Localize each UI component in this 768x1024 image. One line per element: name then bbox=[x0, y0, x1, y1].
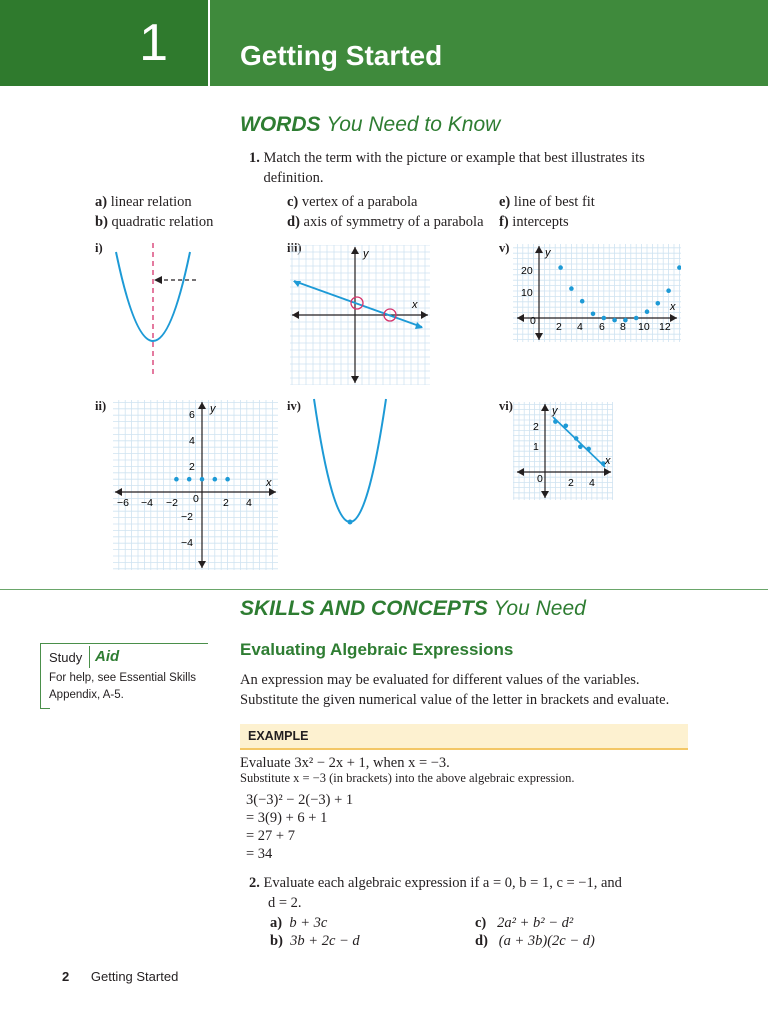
data-point-v bbox=[558, 265, 563, 270]
data-point-vi bbox=[553, 419, 558, 424]
study-aid-box bbox=[40, 643, 208, 709]
xtick-v-8: 8 bbox=[620, 321, 626, 333]
y-label-v: y bbox=[545, 247, 551, 259]
data-point-v bbox=[602, 316, 607, 321]
header-divider bbox=[208, 0, 210, 86]
picture-iii-graph bbox=[290, 245, 430, 385]
data-point-vi bbox=[574, 436, 579, 441]
x-arrow-left-v bbox=[517, 314, 524, 322]
q2-part-b bbox=[270, 931, 360, 951]
data-point-ii bbox=[174, 477, 179, 482]
subheading-evaluating: Evaluating Algebraic Expressions bbox=[240, 640, 514, 659]
page-number: 2 bbox=[62, 969, 70, 984]
data-point-v bbox=[569, 286, 574, 291]
data-point-v bbox=[666, 288, 671, 293]
term-c bbox=[287, 192, 417, 212]
data-point-v bbox=[634, 316, 639, 321]
y-label-iii: y bbox=[363, 248, 369, 260]
step-3: = 27 + 7 bbox=[246, 828, 295, 844]
xtick-v-10: 10 bbox=[638, 321, 650, 333]
y-arrow-up-iii bbox=[351, 247, 359, 254]
ytick-ii-4: 4 bbox=[189, 435, 195, 447]
study-aid-word2: Aid bbox=[95, 648, 120, 665]
x-label-ii: x bbox=[266, 477, 272, 489]
pointer-arrowhead bbox=[154, 276, 162, 284]
question-1 bbox=[249, 148, 679, 188]
question-2-line2: d = 2. bbox=[268, 895, 302, 911]
q2-part-d bbox=[475, 931, 595, 951]
data-point-v bbox=[580, 299, 585, 304]
words-heading bbox=[240, 113, 500, 137]
term-e-text: line of best fit bbox=[513, 194, 595, 210]
term-f-text: intercepts bbox=[512, 214, 569, 230]
term-a-text: linear relation bbox=[110, 194, 192, 210]
picture-label-iv: iv) bbox=[287, 399, 301, 413]
xtick-v-0: 0 bbox=[530, 315, 536, 327]
example-sub: Substitute x = −3 (in brackets) into the above algebraic expression. bbox=[240, 771, 575, 785]
q2-part-a-text: b + 3c bbox=[289, 915, 328, 931]
study-aid-word1: Study bbox=[49, 650, 83, 665]
term-e-letter: e) bbox=[499, 194, 511, 210]
y-label-vi: y bbox=[552, 405, 558, 417]
words-heading-bold: WORDS bbox=[240, 113, 321, 136]
step-1: 3(−3)² − 2(−3) + 1 bbox=[246, 792, 354, 808]
picture-label-i: i) bbox=[95, 241, 103, 255]
term-a-letter: a) bbox=[95, 194, 108, 210]
ytick-ii-neg2: −2 bbox=[181, 511, 193, 523]
q2-part-c bbox=[475, 913, 573, 933]
data-point-ii bbox=[187, 477, 192, 482]
term-d-text: axis of symmetry of a parabola bbox=[303, 214, 484, 230]
y-label-ii: y bbox=[210, 403, 216, 415]
study-aid-divider bbox=[89, 646, 90, 668]
data-point-vi bbox=[586, 447, 591, 452]
term-b-text: quadratic relation bbox=[111, 214, 214, 230]
step-2: = 3(9) + 6 + 1 bbox=[246, 810, 328, 826]
grid-vi bbox=[513, 402, 613, 500]
picture-i-parabola-axis bbox=[108, 240, 208, 380]
xtick-ii-neg2: −2 bbox=[166, 497, 178, 509]
term-c-letter: c) bbox=[287, 194, 299, 210]
q2-part-b-text: 3b + 2c − d bbox=[290, 933, 360, 949]
picture-label-vi: vi) bbox=[499, 399, 513, 413]
term-e bbox=[499, 192, 595, 212]
y-arrow-up-vi bbox=[541, 404, 549, 411]
example-bar bbox=[240, 724, 688, 750]
xtick-v-2: 2 bbox=[556, 321, 562, 333]
term-c-text: vertex of a parabola bbox=[301, 194, 418, 210]
picture-ii-graph bbox=[113, 400, 278, 570]
picture-vi-graph bbox=[513, 402, 613, 500]
xtick-vi-2: 2 bbox=[568, 477, 574, 489]
q2-part-c-text: 2a² + b² − d² bbox=[497, 915, 574, 931]
xtick-ii-neg4: −4 bbox=[141, 497, 153, 509]
data-point-ii bbox=[225, 477, 230, 482]
xtick-v-4: 4 bbox=[577, 321, 583, 333]
picture-label-ii: ii) bbox=[95, 399, 107, 413]
q2-part-d-text: (a + 3b)(2c − d) bbox=[498, 933, 595, 949]
term-f-letter: f) bbox=[499, 214, 509, 230]
data-point-vi bbox=[564, 424, 569, 429]
data-point-v bbox=[591, 312, 596, 317]
x-arrow-right-iii bbox=[421, 311, 428, 319]
ytick-ii-neg4: −4 bbox=[181, 537, 193, 549]
q2-part-a bbox=[270, 913, 327, 933]
y-arrow-up-v bbox=[535, 246, 543, 253]
example-task: Evaluate 3x² − 2x + 1, when x = −3. bbox=[240, 755, 450, 771]
term-b-letter: b) bbox=[95, 214, 108, 230]
term-a bbox=[95, 192, 192, 212]
xtick-vi-0: 0 bbox=[537, 473, 543, 485]
xtick-v-6: 6 bbox=[599, 321, 605, 333]
skills-heading-rest: You Need bbox=[493, 597, 586, 620]
data-point-v bbox=[656, 301, 661, 306]
x-label-v: x bbox=[670, 301, 676, 313]
ytick-v-10: 10 bbox=[521, 287, 533, 299]
chapter-title: Getting Started bbox=[240, 40, 443, 71]
x-label-iii: x bbox=[412, 299, 418, 311]
chapter-number: 1 bbox=[0, 0, 208, 86]
page-footer bbox=[62, 969, 178, 984]
question-2-line1: Evaluate each algebraic expression if a = 0, b = 1, c = −1, and bbox=[263, 875, 622, 891]
question-1-text: Match the term with the picture or example that best illustrates its definition. bbox=[263, 150, 645, 186]
ytick-ii-6: 6 bbox=[189, 409, 195, 421]
question-2 bbox=[249, 873, 622, 893]
q2-part-d-letter: d) bbox=[475, 933, 488, 949]
term-b bbox=[95, 212, 213, 232]
y-arrow-down-vi bbox=[541, 491, 549, 498]
grid-v bbox=[513, 244, 681, 342]
xtick-ii-0: 0 bbox=[193, 493, 199, 505]
x-label-vi: x bbox=[605, 455, 611, 467]
running-title: Getting Started bbox=[90, 969, 179, 984]
term-d bbox=[287, 212, 484, 232]
ytick-v-20: 20 bbox=[521, 265, 533, 277]
skills-heading-bold: SKILLS AND CONCEPTS bbox=[240, 597, 488, 620]
study-aid-text bbox=[40, 670, 208, 708]
data-point-ii bbox=[213, 477, 218, 482]
study-aid-line1: For help, see Essential Skills bbox=[49, 672, 197, 684]
line-arrow-right-iii bbox=[415, 322, 423, 329]
picture-label-v: v) bbox=[499, 241, 510, 255]
x-arrow-right-v bbox=[670, 314, 677, 322]
q2-part-c-letter: c) bbox=[475, 915, 487, 931]
vertex-point-iv bbox=[348, 520, 353, 525]
x-arrow-left-vi bbox=[517, 468, 524, 476]
term-d-letter: d) bbox=[287, 214, 300, 230]
ytick-ii-2: 2 bbox=[189, 461, 195, 473]
study-aid-line2: Appendix, A-5. bbox=[49, 689, 124, 701]
y-arrow-down-iii bbox=[351, 376, 359, 383]
data-point-vi bbox=[578, 445, 583, 450]
data-point-v bbox=[645, 309, 650, 314]
study-aid-corner bbox=[40, 708, 50, 709]
y-arrow-down-v bbox=[535, 333, 543, 340]
q2-part-b-letter: b) bbox=[270, 933, 283, 949]
ytick-vi-2: 2 bbox=[533, 421, 539, 433]
intro-line-1: An expression may be evaluated for different values of the variables. bbox=[240, 672, 640, 688]
example-label: EXAMPLE bbox=[248, 729, 309, 743]
study-aid-title bbox=[40, 644, 208, 670]
q2-part-a-letter: a) bbox=[270, 915, 283, 931]
xtick-ii-4: 4 bbox=[246, 497, 252, 509]
xtick-v-12: 12 bbox=[659, 321, 671, 333]
data-point-ii bbox=[200, 477, 205, 482]
x-arrow-left-iii bbox=[292, 311, 299, 319]
picture-label-iii: iii) bbox=[287, 241, 302, 255]
skills-heading bbox=[240, 597, 586, 621]
picture-iv-parabola-vertex bbox=[300, 395, 400, 530]
question-1-number: 1. bbox=[249, 150, 260, 166]
step-4: = 34 bbox=[246, 846, 273, 862]
question-2-number: 2. bbox=[249, 875, 260, 891]
ytick-vi-1: 1 bbox=[533, 441, 539, 453]
xtick-ii-2: 2 bbox=[223, 497, 229, 509]
xtick-ii-neg6: −6 bbox=[117, 497, 129, 509]
picture-v-graph bbox=[513, 244, 681, 342]
xtick-vi-4: 4 bbox=[589, 477, 595, 489]
intro-line-2: Substitute the given numerical value of the letter in brackets and evaluate. bbox=[240, 692, 670, 708]
y-arrow-up-ii bbox=[198, 402, 206, 409]
section-divider bbox=[0, 589, 768, 590]
words-heading-rest: You Need to Know bbox=[326, 113, 501, 136]
parabola-curve-iv bbox=[314, 399, 386, 522]
grid-ii bbox=[113, 400, 278, 570]
y-arrow-down-ii bbox=[198, 561, 206, 568]
term-f bbox=[499, 212, 569, 232]
data-point-v bbox=[612, 318, 617, 323]
